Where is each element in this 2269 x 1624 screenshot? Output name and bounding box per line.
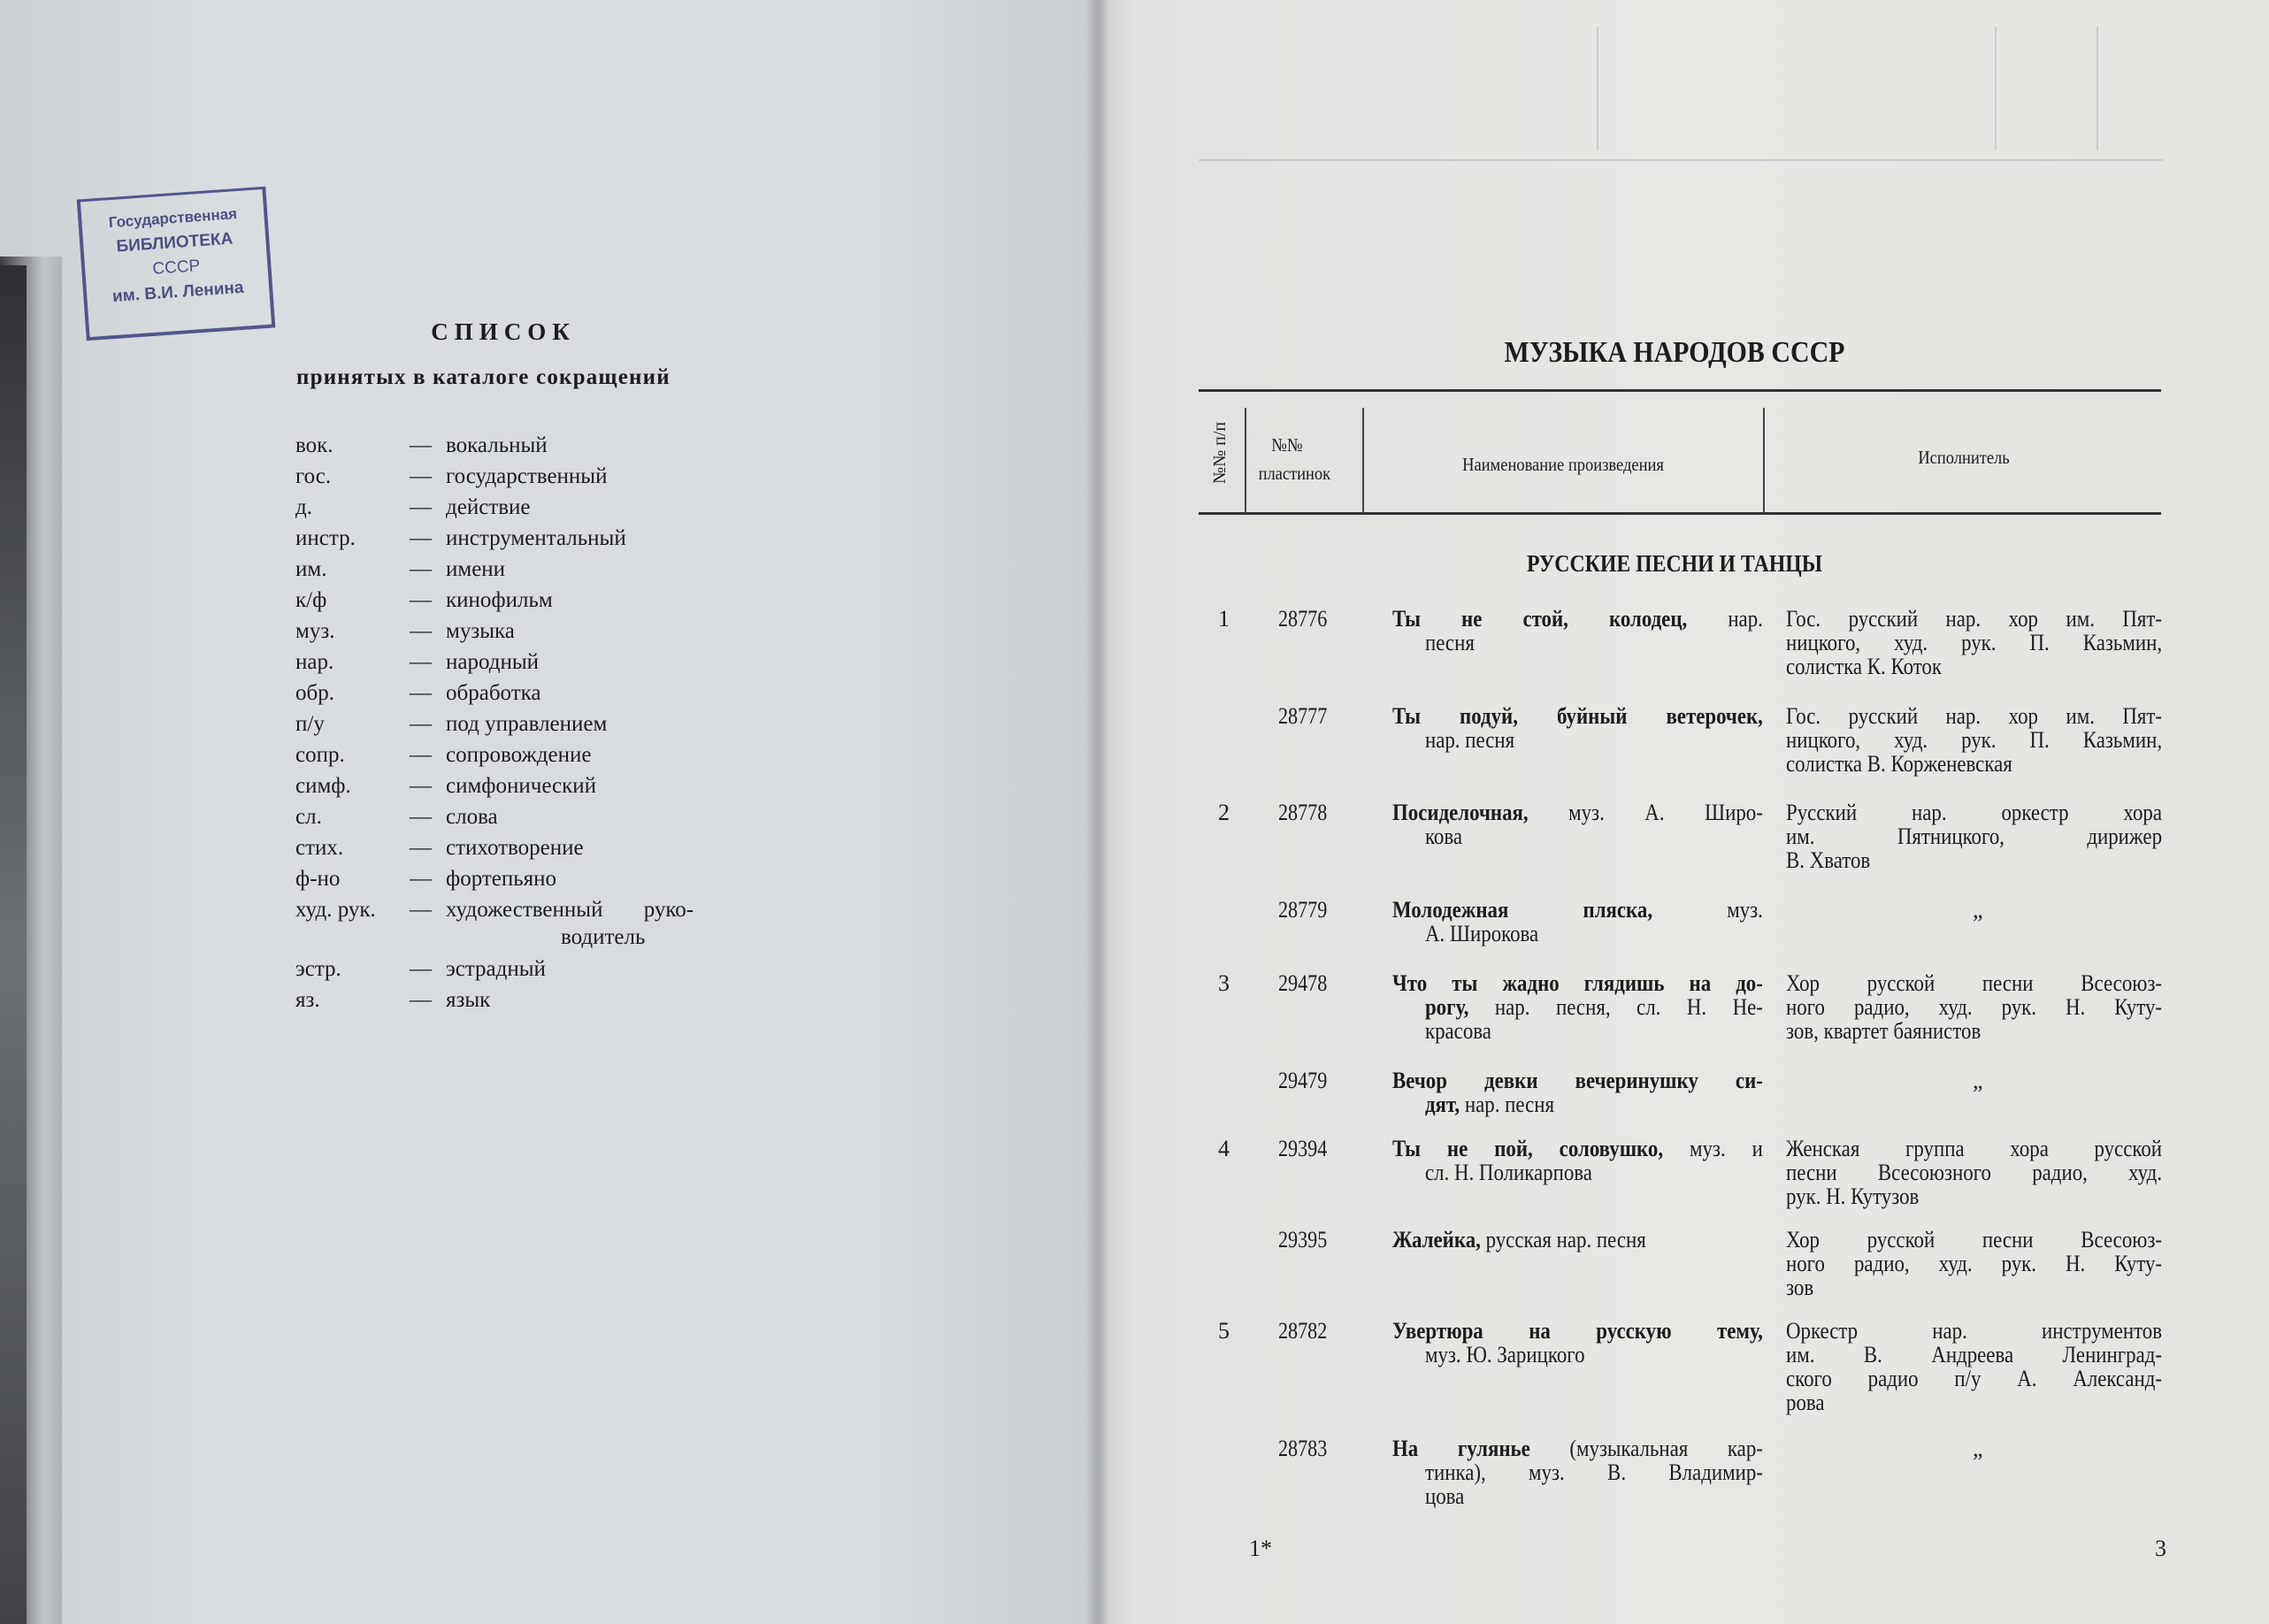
- entry-number: 4: [1218, 1136, 1230, 1161]
- column-divider: [1362, 408, 1364, 512]
- performer-line: Хор русской песни Всесоюз-: [1786, 970, 2163, 996]
- title-line: [1392, 995, 1763, 1019]
- title-text: нар. песня: [1424, 727, 1515, 753]
- title-text: тинка), муз. В. Владимир-: [1424, 1459, 1763, 1485]
- entry-title: [1392, 1436, 1763, 1508]
- entry-title: [1392, 1137, 1763, 1184]
- catalog-title: МУЗЫКА НАРОДОВ СССР: [1504, 336, 1845, 369]
- abbreviation: сл.: [295, 805, 322, 829]
- performer: [1786, 971, 2162, 1043]
- abbreviation-meaning: симфонический: [446, 774, 597, 798]
- title-line: [1392, 1484, 1763, 1508]
- title-bold: Ты не пой, соловушко,: [1392, 1136, 1664, 1161]
- title-line: [1392, 607, 1763, 631]
- abbreviation: муз.: [295, 619, 335, 643]
- record-number: 28777: [1278, 703, 1328, 729]
- title-line: [1392, 898, 1763, 922]
- abbreviation: гос.: [295, 464, 332, 488]
- column-divider: [1763, 408, 1765, 512]
- abbreviations-heading: СПИСОК: [431, 318, 576, 345]
- table-header: [1199, 389, 2161, 515]
- title-bold: Ты подуй, буйный ветерочек,: [1392, 703, 1763, 729]
- abbreviation-meaning: эстрадный: [446, 957, 546, 981]
- entry-number: 2: [1218, 800, 1230, 825]
- title-bold: дят,: [1424, 1092, 1460, 1117]
- performer-line: рук. Н. Кутузов: [1786, 1184, 1920, 1209]
- abbreviation-meaning: обработка: [446, 681, 541, 705]
- record-number: 28779: [1278, 897, 1328, 923]
- title-text: песня: [1424, 630, 1475, 655]
- performer: [1786, 801, 2162, 872]
- abbreviation-meaning: музыка: [446, 619, 515, 643]
- stamp-line: Государственная: [108, 205, 238, 232]
- performer-line: В. Хватов: [1786, 847, 1871, 873]
- dash: —: [410, 681, 432, 705]
- performer-line: Женская группа хора русской: [1786, 1136, 2163, 1161]
- dash: —: [410, 957, 432, 981]
- performer-line: ницкого, худ. рук. П. Казьмин,: [1786, 630, 2163, 655]
- performer-line: ницкого, худ. рук. П. Казьмин,: [1786, 727, 2163, 753]
- dash: —: [410, 588, 432, 612]
- signature-mark: 1*: [1249, 1536, 1272, 1561]
- abbreviation: симф.: [295, 774, 351, 798]
- title-bold: Молодежная пляска,: [1392, 897, 1653, 923]
- performer: [1786, 704, 2162, 776]
- record-number: 29478: [1278, 970, 1328, 996]
- ditto-mark: „: [1973, 1436, 1983, 1461]
- title-line: [1392, 1161, 1763, 1184]
- abbreviation-meaning: кинофильм: [446, 588, 553, 612]
- abbreviation: к/ф: [295, 588, 327, 612]
- book-gutter: [1086, 0, 1109, 1624]
- abbreviation-meaning: имени: [446, 557, 506, 581]
- abbreviation-meaning: вокальный: [446, 433, 548, 457]
- title-line: [1392, 824, 1763, 848]
- entry-title: [1392, 898, 1763, 946]
- title-line: [1392, 801, 1763, 824]
- record-number: 29394: [1278, 1136, 1328, 1161]
- left-page: [0, 0, 1097, 1624]
- title-line: [1392, 1137, 1763, 1161]
- performer-line: Хор русской песни Всесоюз-: [1786, 1227, 2163, 1252]
- dash: —: [410, 988, 432, 1012]
- title-text: кова: [1424, 823, 1463, 849]
- title-line: [1392, 728, 1763, 752]
- abbreviation-meaning: народный: [446, 650, 540, 674]
- dash: —: [410, 743, 432, 767]
- title-bold: рогу,: [1424, 994, 1469, 1020]
- dash: —: [410, 619, 432, 643]
- performer-line: солистка К. Коток: [1786, 654, 1942, 679]
- performer-line: солистка В. Корженевская: [1786, 751, 2012, 777]
- library-stamp: [77, 187, 276, 341]
- dash: —: [410, 650, 432, 674]
- performer: [1786, 1137, 2162, 1208]
- abbreviation-meaning-continued: водитель: [561, 925, 646, 949]
- performer-line: Гос. русский нар. хор им. Пят-: [1786, 703, 2163, 729]
- title-line: [1392, 1319, 1763, 1343]
- title-line: [1392, 1019, 1763, 1043]
- record-number: 29479: [1278, 1068, 1328, 1093]
- title-text: муз. А. Широ-: [1528, 800, 1763, 825]
- entry-title: [1392, 1319, 1763, 1367]
- record-number: 28778: [1278, 800, 1328, 825]
- abbreviation-meaning: художественный руко-: [446, 898, 694, 922]
- ditto-mark: „: [1973, 1068, 1983, 1093]
- title-bold: Ты не стой, колодец,: [1392, 606, 1688, 632]
- entry-number: 3: [1218, 970, 1230, 996]
- title-text: муз. и: [1663, 1136, 1763, 1161]
- performer-line: Оркестр нар. инструментов: [1786, 1318, 2163, 1344]
- page-stack-edge-dark: [0, 265, 27, 1624]
- title-text: нар. песня, сл. Н. Не-: [1468, 994, 1763, 1020]
- entry-title: [1392, 801, 1763, 848]
- dash: —: [410, 433, 432, 457]
- abbreviation: им.: [295, 557, 327, 581]
- performer: [1786, 1319, 2162, 1414]
- bleed-through-table: [1199, 18, 2163, 161]
- performer-line: рова: [1786, 1390, 1825, 1415]
- abbreviation: худ. рук.: [295, 898, 376, 922]
- dash: —: [410, 867, 432, 891]
- abbreviation: яз.: [295, 988, 320, 1012]
- title-line: [1392, 971, 1763, 995]
- title-bold: Что ты жадно глядишь на до-: [1392, 970, 1763, 996]
- abbreviation-meaning: язык: [446, 988, 491, 1012]
- stamp-line: БИБЛИОТЕКА: [115, 229, 234, 257]
- dash: —: [410, 464, 432, 488]
- title-text: нар.: [1687, 606, 1763, 632]
- title-line: [1392, 1069, 1763, 1092]
- title-bold: Жалейка,: [1392, 1227, 1481, 1252]
- abbreviation: ф-но: [295, 867, 341, 891]
- title-text: нар. песня: [1460, 1092, 1555, 1117]
- header-number: №№ п/п: [1210, 421, 1230, 484]
- title-line: [1392, 631, 1763, 655]
- title-text: сл. Н. Поликарпова: [1424, 1160, 1592, 1185]
- record-number: 28783: [1278, 1436, 1328, 1461]
- abbreviation-meaning: под управлением: [446, 712, 608, 736]
- title-bold: На гулянье: [1392, 1436, 1530, 1461]
- performer: [1786, 607, 2162, 678]
- abbreviation-meaning: слова: [446, 805, 498, 829]
- title-text: А. Широкова: [1424, 921, 1539, 946]
- performer-line: зов, квартет баянистов: [1786, 1018, 1982, 1044]
- title-line: [1392, 1228, 1763, 1252]
- abbreviation-meaning: действие: [446, 495, 531, 519]
- title-text: муз.: [1652, 897, 1763, 923]
- abbreviation: стих.: [295, 836, 344, 860]
- ditto-mark: „: [1973, 897, 1983, 923]
- title-bold: Посиделочная,: [1392, 800, 1529, 825]
- performer-line: ного радио, худ. рук. Н. Куту-: [1786, 994, 2163, 1020]
- section-heading: РУССКИЕ ПЕСНИ И ТАНЦЫ: [1526, 550, 1823, 577]
- header-title: Наименование произведения: [1462, 454, 1664, 475]
- abbreviation-meaning: сопровождение: [446, 743, 592, 767]
- performer-line: зов: [1786, 1275, 1814, 1300]
- abbreviation: вок.: [295, 433, 333, 457]
- record-number: 28782: [1278, 1318, 1328, 1344]
- title-line: [1392, 1436, 1763, 1460]
- entry-title: [1392, 607, 1763, 655]
- title-line: [1392, 704, 1763, 728]
- entry-title: [1392, 1069, 1763, 1116]
- abbreviation: эстр.: [295, 957, 341, 981]
- dash: —: [410, 712, 432, 736]
- dash: —: [410, 898, 432, 922]
- header-performer: Исполнитель: [1918, 447, 2010, 468]
- page-number: 3: [2155, 1536, 2166, 1561]
- abbreviation: п/у: [295, 712, 325, 736]
- title-line: [1392, 1343, 1763, 1367]
- performer-line: им. Пятницкого, дирижер: [1786, 823, 2163, 849]
- abbreviation-meaning: инструментальный: [446, 526, 626, 550]
- abbreviation-meaning: стихотворение: [446, 836, 584, 860]
- abbreviation: д.: [295, 495, 312, 519]
- dash: —: [410, 495, 432, 519]
- title-text: муз. Ю. Зарицкого: [1424, 1342, 1585, 1367]
- dash: —: [410, 557, 432, 581]
- abbreviation: инстр.: [295, 526, 356, 550]
- column-divider: [1245, 408, 1246, 512]
- title-line: [1392, 1092, 1763, 1116]
- abbreviation-meaning: государственный: [446, 464, 608, 488]
- stamp-line: им. В.И. Ленина: [111, 278, 245, 307]
- title-text: цова: [1424, 1483, 1465, 1509]
- title-line: [1392, 1460, 1763, 1484]
- performer-line: ного радио, худ. рук. Н. Куту-: [1786, 1251, 2163, 1276]
- title-line: [1392, 922, 1763, 946]
- abbreviation: сопр.: [295, 743, 345, 767]
- abbreviation-meaning: фортепьяно: [446, 867, 557, 891]
- dash: —: [410, 774, 432, 798]
- header-record-2: пластинок: [1258, 463, 1331, 484]
- abbreviation: нар.: [295, 650, 334, 674]
- performer: [1786, 1228, 2162, 1299]
- performer-line: Гос. русский нар. хор им. Пят-: [1786, 606, 2163, 632]
- performer-line: песни Всесоюзного радио, худ.: [1786, 1160, 2163, 1185]
- entry-title: [1392, 704, 1763, 752]
- performer-line: ского радио п/у А. Александ-: [1786, 1366, 2163, 1391]
- title-bold: Увертюра на русскую тему,: [1392, 1318, 1763, 1344]
- abbreviation: обр.: [295, 681, 334, 705]
- title-text: русская нар. песня: [1480, 1227, 1646, 1252]
- performer-line: Русский нар. оркестр хора: [1786, 800, 2163, 825]
- record-number: 28776: [1278, 606, 1328, 632]
- dash: —: [410, 526, 432, 550]
- header-record-1: №№: [1271, 434, 1303, 456]
- title-text: (музыкальная кар-: [1529, 1436, 1763, 1461]
- dash: —: [410, 836, 432, 860]
- dash: —: [410, 805, 432, 829]
- title-text: красова: [1424, 1018, 1491, 1044]
- title-bold: Вечор девки вечеринушку си-: [1392, 1068, 1763, 1093]
- entry-title: [1392, 971, 1763, 1043]
- stamp-line: СССР: [151, 257, 201, 279]
- record-number: 29395: [1278, 1227, 1328, 1252]
- entry-title: [1392, 1228, 1763, 1252]
- performer-line: им. В. Андреева Ленинград-: [1786, 1342, 2163, 1367]
- entry-number: 1: [1218, 606, 1230, 632]
- entry-number: 5: [1218, 1318, 1230, 1344]
- abbreviations-subheading: принятых в каталоге сокращений: [296, 365, 671, 389]
